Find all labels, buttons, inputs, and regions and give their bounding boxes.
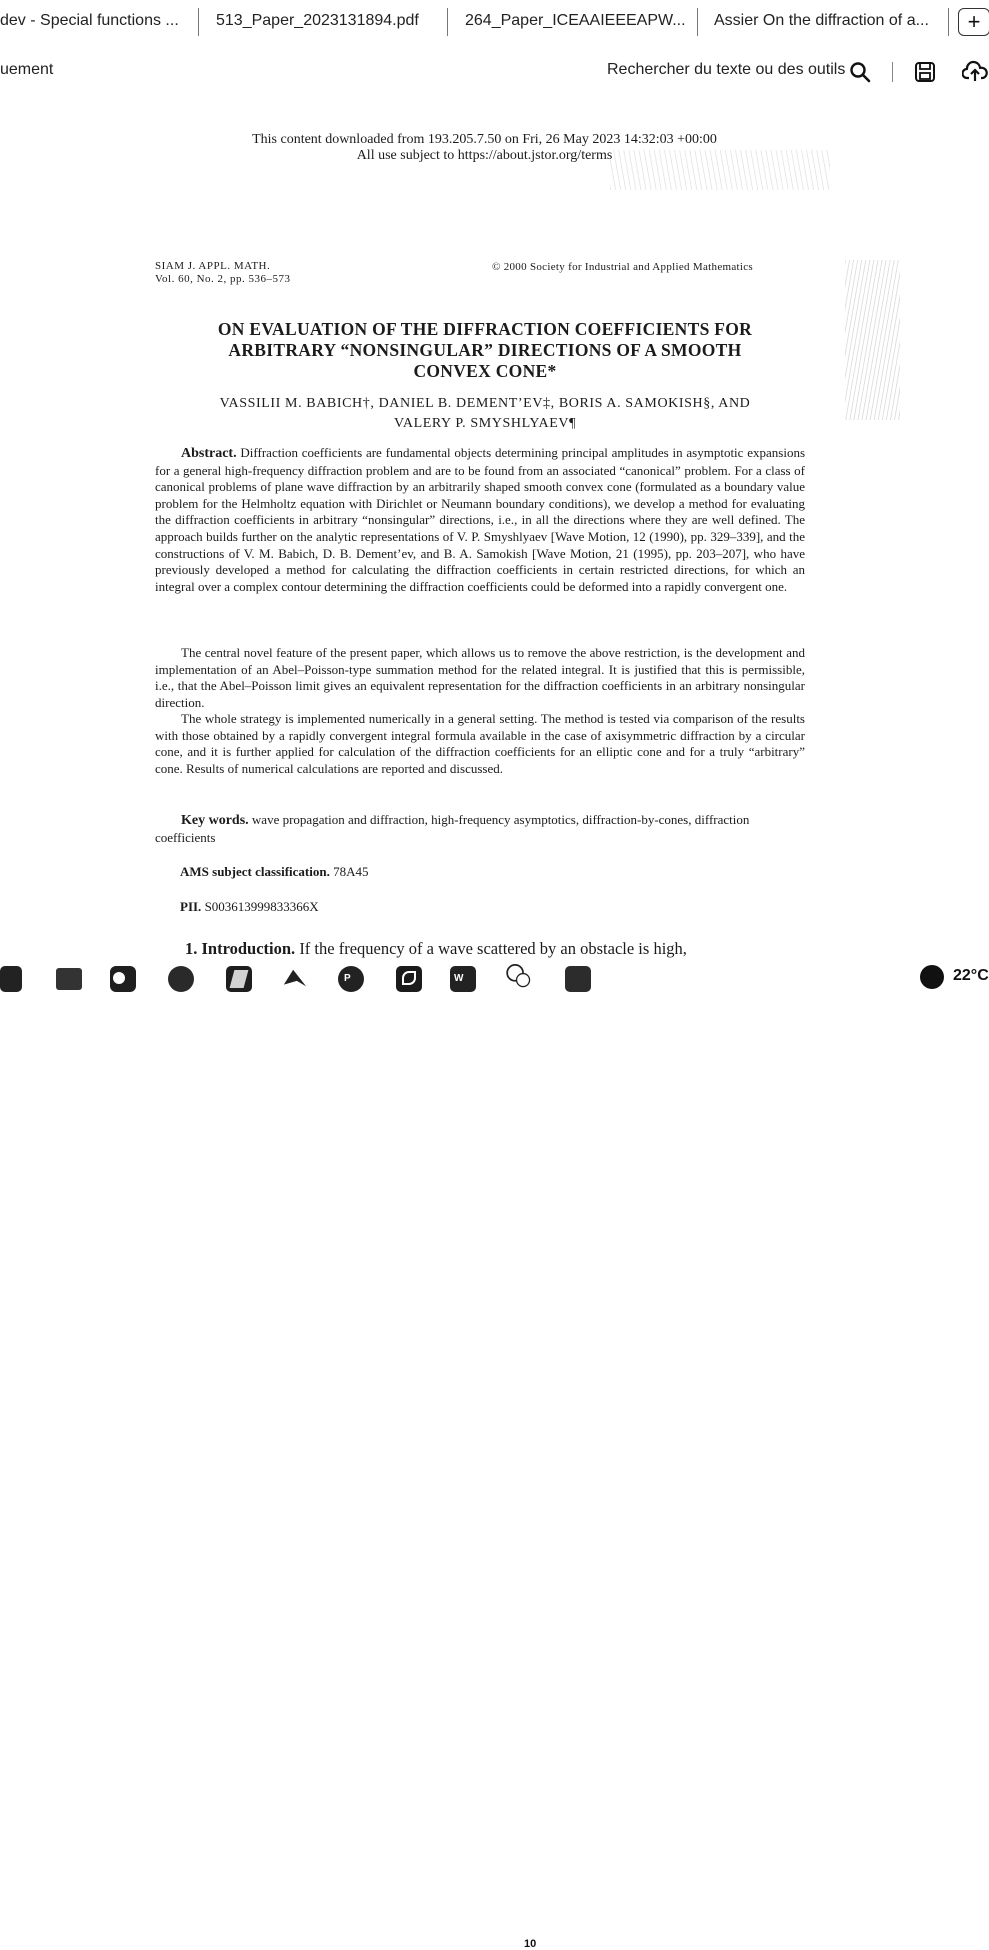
- journal-info: [155, 260, 291, 286]
- pdf-toolbar: [0, 52, 989, 90]
- abstract-text: Diffraction coefficients are fundamental objects determining principal amplitudes in asymptotic expansions for a general high-frequency diffraction problem and are to be found from an associated “canonical” problem. For a class of canonical problems of plane wave diffraction by an arbitrarily shaped smooth convex cone (formulated as a boundary value problem for the Helmholtz equation with Dirichlet or Neumann boundary conditions), we develop a method for evaluating the diffraction coefficients in arbitrary “nonsingular” directions, i.e., in all the directions where they are well defined. The approach builds further on the analytic representations of V. P. Smyshlyaev [Wave Motion, 12 (1990), pp. 329–339], and the constructions of V. M. Babich, D. B. Dement’ev, and B. A. Samokish [Wave Motion, 21 (1995), pp. 203–207], who have previously developed a method for calculating the diffraction coefficients in certain restricted directions, for which an integral over a complex contour determining the diffraction coefficients could be deformed into a rapidly convergent one.: [155, 445, 806, 594]
- authors-line: VALERY P. SMYSHLYAEV¶: [393, 416, 577, 431]
- word-icon[interactable]: [450, 966, 476, 992]
- outlook-icon[interactable]: [110, 966, 136, 992]
- whatsapp-icon[interactable]: [505, 962, 531, 988]
- tab-separator: [447, 8, 448, 36]
- new-tab-button[interactable]: +: [958, 8, 989, 36]
- pii-label: PII.: [180, 899, 202, 914]
- keywords-text: wave propagation and diffraction, high-frequency asymptotics, diffraction-by-cones, diffraction coefficients: [155, 812, 750, 845]
- pii-value: S003613999833366X: [204, 899, 319, 914]
- cloud-upload-icon[interactable]: [962, 60, 988, 84]
- toolbar-divider: [892, 62, 893, 82]
- powerpoint-icon[interactable]: [338, 966, 364, 992]
- intro-text: If the frequency of a wave scattered by an obstacle is high,: [299, 939, 687, 958]
- pdf-page: [0, 120, 989, 958]
- search-icon[interactable]: [848, 60, 872, 84]
- mathcad-icon[interactable]: [226, 966, 252, 992]
- authors-line: VASSILII M. BABICH†, DANIEL B. DEMENT’EV‡, BORIS A. SAMOKISH§, AND: [219, 396, 751, 411]
- journal-name: SIAM J. APPL. MATH.: [155, 260, 271, 272]
- keywords: [155, 812, 805, 846]
- ams-classification: [180, 864, 369, 880]
- matlab-icon[interactable]: [282, 966, 308, 992]
- terms-notice: All use subject to https://about.jstor.org/terms: [356, 148, 613, 163]
- powerpoint-glyph: P: [344, 973, 351, 984]
- search-tools-label[interactable]: Rechercher du texte ou des outils: [607, 61, 846, 78]
- scan-artifact: [845, 260, 900, 420]
- word-glyph: W: [454, 973, 464, 984]
- temperature-readout[interactable]: 22°C: [953, 967, 989, 984]
- toolbar-left-label: uement: [0, 61, 54, 78]
- tab-bar: [0, 0, 989, 44]
- abstract-paragraph-3: The whole strategy is implemented numerically in a general setting. The method is tested via comparison of the results with those obtained by a rapidly convergent integral formula available in the case of axisymmetric diffraction by a circular cone, and it is further applied for calculation of the diffraction coefficients for an elliptic cone and for a truly “arbitrary” cone. Results of numerical calculations are reported and discussed.: [155, 711, 805, 776]
- ams-value: 78A45: [333, 864, 369, 879]
- save-icon[interactable]: [913, 60, 937, 84]
- pii: [180, 899, 319, 915]
- title-line: ARBITRARY “NONSINGULAR” DIRECTIONS OF A SMOOTH: [228, 340, 742, 360]
- paper-authors: [150, 394, 820, 434]
- tab-special-functions[interactable]: dev - Special functions ...: [0, 12, 179, 29]
- title-line: ON EVALUATION OF THE DIFFRACTION COEFFICIENTS FOR: [217, 319, 753, 339]
- journal-volume: Vol. 60, No. 2, pp. 536–573: [155, 273, 291, 285]
- tab-separator: [948, 8, 949, 36]
- browser-icon[interactable]: [168, 966, 194, 992]
- weather-icon[interactable]: [920, 965, 944, 989]
- introduction-start: [185, 939, 687, 959]
- abstract-paragraph-1: [155, 445, 805, 595]
- copyright-notice: © 2000 Society for Industrial and Applied Mathematics: [492, 261, 754, 273]
- acrobat-icon[interactable]: [396, 966, 422, 992]
- ams-label: AMS subject classification.: [180, 864, 330, 879]
- calculator-icon[interactable]: [565, 966, 591, 992]
- paper-title: [150, 319, 820, 382]
- download-notice: This content downloaded from 193.205.7.50 on Fri, 26 May 2023 14:32:03 +00:00: [252, 132, 717, 147]
- file-explorer-icon[interactable]: [56, 968, 82, 990]
- title-line: CONVEX CONE*: [413, 361, 557, 381]
- abstract-paragraph-2: The central novel feature of the present paper, which allows us to remove the above restriction, is the development and implementation of an Abel–Poisson-type summation method for the related integral. It is justified that this is permissible, i.e., that the Abel–Poisson limit gives an equivalent representation for the diffraction coefficients in an arbitrary nonsingular direction.: [155, 645, 805, 710]
- whatsapp-badge: 10: [524, 1938, 537, 1950]
- tab-513-paper[interactable]: 513_Paper_2023131894.pdf: [216, 12, 419, 29]
- tab-separator: [697, 8, 698, 36]
- tab-assier-diffraction[interactable]: Assier On the diffraction of a...: [714, 12, 929, 29]
- keywords-label: Key words.: [181, 813, 249, 828]
- intro-heading: 1. Introduction.: [185, 939, 296, 958]
- abstract-label: Abstract.: [181, 446, 237, 461]
- taskbar: [0, 960, 989, 1950]
- tab-264-paper[interactable]: 264_Paper_ICEAAIEEEAPW...: [465, 12, 686, 29]
- start-icon[interactable]: [0, 966, 22, 992]
- tab-separator: [198, 8, 199, 36]
